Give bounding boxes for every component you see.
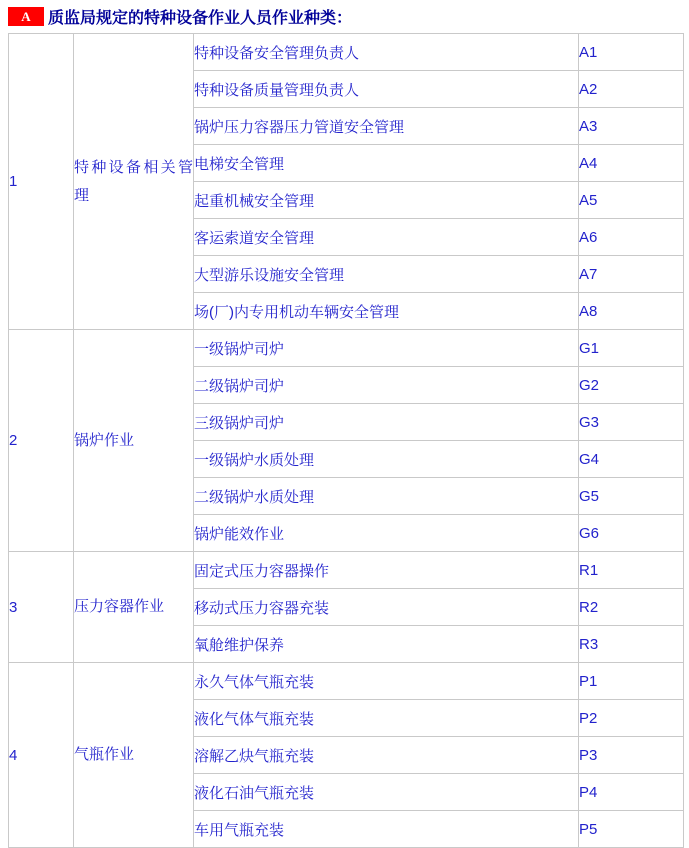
item-name-cell: 液化气体气瓶充装 (194, 700, 579, 737)
item-name-cell: 一级锅炉水质处理 (194, 441, 579, 478)
item-name-cell: 一级锅炉司炉 (194, 330, 579, 367)
code-cell: R3 (579, 626, 684, 663)
code-cell: G5 (579, 478, 684, 515)
table-row (9, 34, 684, 71)
table-row (9, 330, 684, 367)
item-name-cell: 特种设备质量管理负责人 (194, 71, 579, 108)
item-name-cell: 二级锅炉水质处理 (194, 478, 579, 515)
item-name-cell: 移动式压力容器充装 (194, 589, 579, 626)
item-name-cell: 大型游乐设施安全管理 (194, 256, 579, 293)
code-cell: A8 (579, 293, 684, 330)
code-cell: P4 (579, 774, 684, 811)
code-cell: G3 (579, 404, 684, 441)
item-name-cell: 电梯安全管理 (194, 145, 579, 182)
item-name-cell: 氧舱维护保养 (194, 626, 579, 663)
item-name-cell: 永久气体气瓶充装 (194, 663, 579, 700)
item-name-cell: 场(厂)内专用机动车辆安全管理 (194, 293, 579, 330)
code-cell: G4 (579, 441, 684, 478)
category-cell: 特种设备相关管理 (74, 34, 194, 330)
code-cell: G2 (579, 367, 684, 404)
code-cell: A6 (579, 219, 684, 256)
code-cell: P1 (579, 663, 684, 700)
code-cell: A1 (579, 34, 684, 71)
code-cell: A3 (579, 108, 684, 145)
item-name-cell: 三级锅炉司炉 (194, 404, 579, 441)
group-number-cell: 3 (9, 552, 74, 663)
item-name-cell: 特种设备安全管理负责人 (194, 34, 579, 71)
code-cell: A5 (579, 182, 684, 219)
page-title: 质监局规定的特种设备作业人员作业种类： (48, 10, 353, 27)
item-name-cell: 客运索道安全管理 (194, 219, 579, 256)
table-row (9, 663, 684, 700)
code-cell: A4 (579, 145, 684, 182)
group-number-cell: 2 (9, 330, 74, 552)
section-badge: A (8, 7, 44, 26)
code-cell: R2 (579, 589, 684, 626)
category-cell: 气瓶作业 (74, 663, 194, 848)
item-name-cell: 起重机械安全管理 (194, 182, 579, 219)
code-cell: P3 (579, 737, 684, 774)
group-number-cell: 4 (9, 663, 74, 848)
code-cell: A7 (579, 256, 684, 293)
category-cell: 锅炉作业 (74, 330, 194, 552)
item-name-cell: 溶解乙炔气瓶充装 (194, 737, 579, 774)
job-categories-table (8, 33, 684, 848)
code-cell: P2 (579, 700, 684, 737)
code-cell: A2 (579, 71, 684, 108)
item-name-cell: 固定式压力容器操作 (194, 552, 579, 589)
section-header (8, 7, 689, 26)
item-name-cell: 液化石油气瓶充装 (194, 774, 579, 811)
code-cell: P5 (579, 811, 684, 848)
code-cell: G1 (579, 330, 684, 367)
table-row (9, 552, 684, 589)
item-name-cell: 二级锅炉司炉 (194, 367, 579, 404)
category-cell: 压力容器作业 (74, 552, 194, 663)
code-cell: G6 (579, 515, 684, 552)
item-name-cell: 车用气瓶充装 (194, 811, 579, 848)
group-number-cell: 1 (9, 34, 74, 330)
item-name-cell: 锅炉压力容器压力管道安全管理 (194, 108, 579, 145)
item-name-cell: 锅炉能效作业 (194, 515, 579, 552)
code-cell: R1 (579, 552, 684, 589)
